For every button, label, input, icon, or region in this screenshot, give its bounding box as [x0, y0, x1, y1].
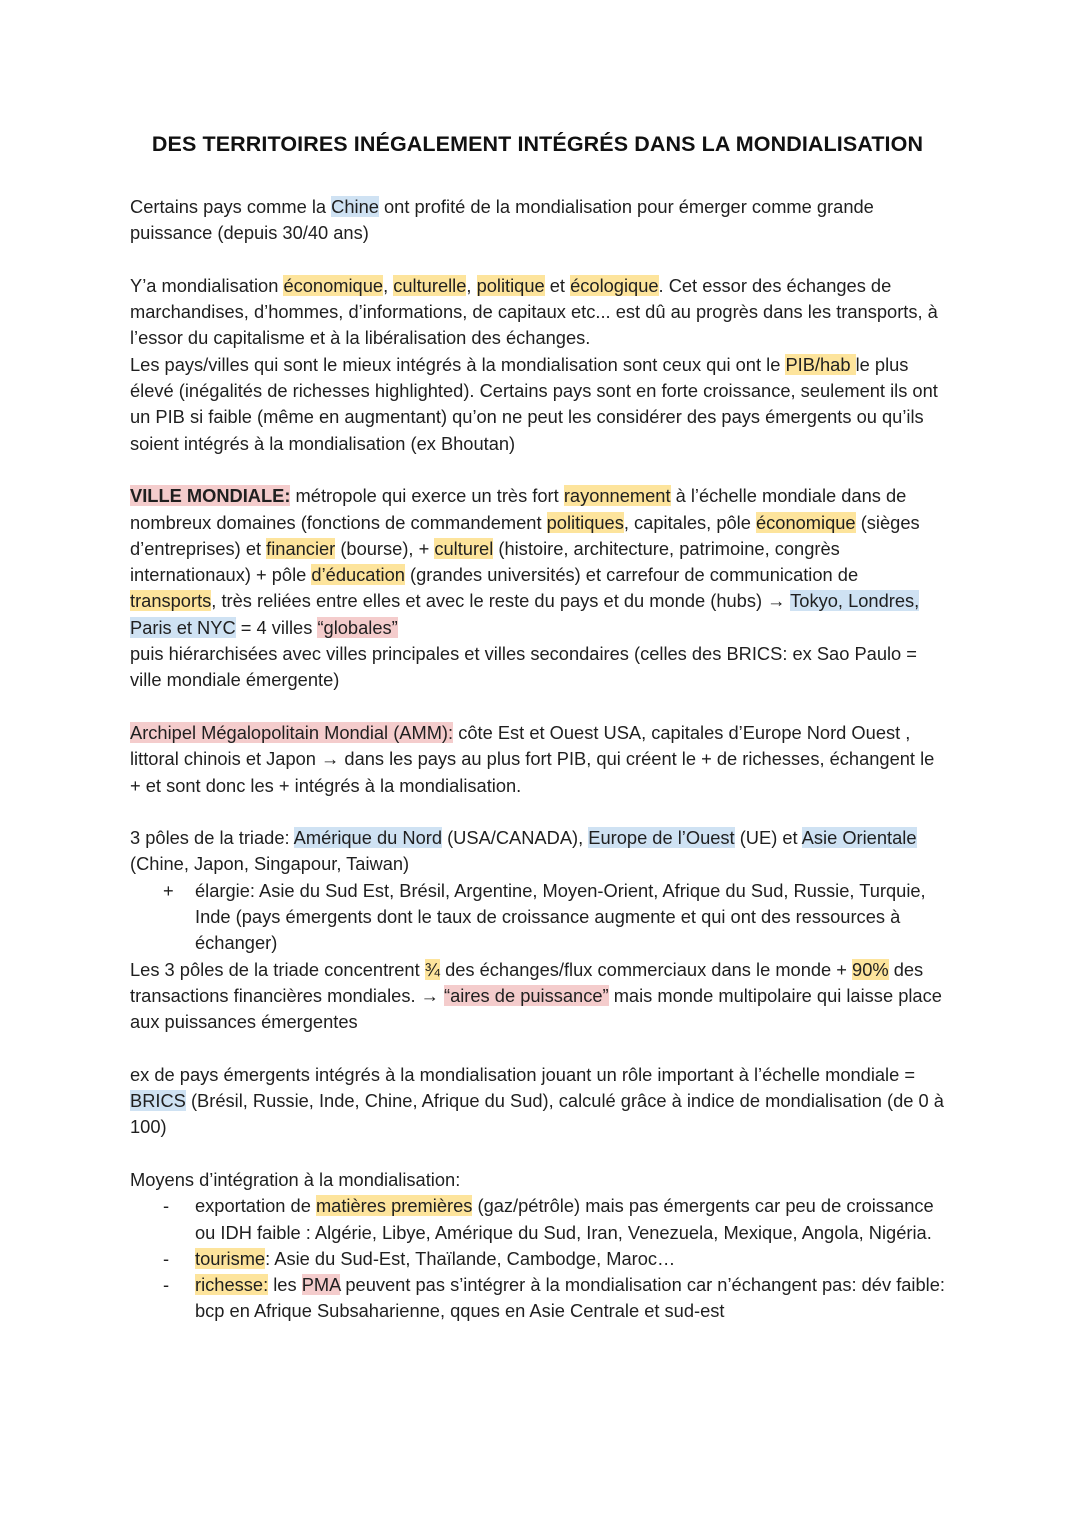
highlight-europe-ouest: Europe de l’Ouest	[588, 827, 735, 849]
text: ont profité de la mondialisation pour émerger comme grande puissance (depuis 30/40 ans)	[130, 196, 874, 244]
text: des transactions financières mondiales. →	[130, 958, 924, 1006]
text: (grandes universités) et carrefour de communication de	[404, 564, 859, 586]
paragraph-concentration	[130, 957, 945, 1036]
text: le plus élevé (inégalités de richesses highlighted). Certains pays sont en forte croissance, seulement ils ont un PIB si faible (même en augmentant) qu’on ne peut les considérer des pays émergents ou qu’ils soient intégrés à la mondialisation (ex Bhoutan)	[130, 353, 938, 454]
highlight-globales: “globales”	[317, 616, 398, 638]
text: élargie: Asie du Sud Est, Brésil, Argentine, Moyen-Orient, Afrique du Sud, Russie, Turquie, Inde (pays émergents dont le taux de croissance augmente et qui ont des ressources à échanger)	[195, 879, 926, 954]
text: à l’échelle mondiale dans de nombreux domaines (fonctions de commandement	[130, 485, 907, 533]
highlight-education: d’éducation	[311, 564, 405, 586]
highlight-pib-hab: PIB/hab	[785, 353, 856, 375]
text: , capitales, pôle	[623, 511, 756, 533]
highlight-aires-puissance: “aires de puissance”	[443, 984, 609, 1006]
text: . Cet essor des échanges de marchandises, d’hommes, d’informations, de capitaux etc... est dû au progrès dans les transports, à l’essor du capitalisme et à la libéralisation des échanges.	[130, 274, 938, 349]
highlight-matieres-premieres: matières premières	[315, 1195, 473, 1217]
highlight-asie-orientale: Asie Orientale	[801, 827, 917, 849]
dash-bullet: -	[163, 1274, 170, 1296]
text: ex de pays émergents intégrés à la mondialisation jouant un rôle important à l’échelle mondiale =	[130, 1063, 916, 1085]
highlight-global-cities: Tokyo, Londres, Paris et NYC	[130, 590, 920, 638]
paragraph-pib	[130, 352, 945, 457]
text: peuvent pas s’intégrer à la mondialisation car n’échangent pas: dév faible: bcp en Afrique Subsaharienne, qques en Asie Centrale et sud-est	[195, 1274, 945, 1322]
paragraph-amm	[130, 720, 945, 799]
text: les	[268, 1274, 302, 1296]
text: exportation de	[195, 1195, 316, 1217]
highlight-politiques: politiques	[546, 511, 624, 533]
highlight-transports: transports	[130, 590, 212, 612]
text: (gaz/pétrôle) mais pas émergents car peu de croissance ou IDH faible : Algérie, Libye, Amérique du Sud, Iran, Venezuela, Mexique, Angola, Nigéria.	[195, 1195, 934, 1243]
dash-bullet: -	[163, 1195, 170, 1217]
highlight-ecologique: écologique	[570, 274, 659, 296]
text: ,	[466, 274, 477, 296]
text: Certains pays comme la	[130, 196, 332, 217]
list-item	[130, 878, 945, 957]
text: (bourse), +	[335, 537, 435, 559]
text: (Chine, Japon, Singapour, Taiwan)	[130, 853, 410, 875]
highlight-three-quarters: ¾	[424, 958, 440, 980]
highlight-ville-mondiale: VILLE MONDIALE:	[130, 485, 291, 507]
highlight-amm: Archipel Mégalopolitain Mondial (AMM):	[130, 721, 454, 743]
text: Y’a mondialisation	[130, 274, 284, 296]
text: ,	[383, 274, 394, 296]
highlight-culturelle: culturelle	[393, 274, 467, 296]
list-item	[130, 1193, 945, 1246]
highlight-90-percent: 90%	[852, 958, 889, 980]
highlight-financier: financier	[266, 537, 336, 559]
paragraph-brics	[130, 1062, 945, 1141]
paragraph-moyens: Moyens d’intégration à la mondialisation:	[130, 1168, 461, 1190]
document-page	[130, 128, 945, 1325]
text: (USA/CANADA),	[442, 827, 589, 849]
text: : Asie du Sud-Est, Thaïlande, Cambodge, Maroc…	[265, 1247, 676, 1269]
dash-bullet: -	[163, 1247, 170, 1269]
means-list	[130, 1193, 945, 1324]
text: (histoire, architecture, patrimoine, congrès internationaux) + pôle	[130, 537, 840, 586]
highlight-economique-2: économique	[756, 511, 856, 533]
text: = 4 villes	[235, 616, 318, 638]
text: Les 3 pôles de la triade concentrent	[130, 958, 425, 980]
text: des échanges/flux commerciaux dans le monde +	[439, 958, 853, 980]
text: et	[544, 274, 571, 296]
text: 3 pôles de la triade:	[130, 827, 294, 849]
text: côte Est et Ouest USA, capitales d’Europe Nord Ouest , littoral chinois et Japon → dans les pays au plus fort PIB, qui créent le + de richesses, échangent le + et sont donc les + intégrés à la mondialisation.	[130, 721, 935, 796]
text: métropole qui exerce un très fort	[290, 485, 564, 507]
paragraph-types	[130, 273, 945, 352]
list-item	[130, 1272, 945, 1325]
highlight-brics: BRICS	[130, 1090, 186, 1112]
highlight-rayonnement: rayonnement	[563, 485, 671, 507]
highlight-tourisme: tourisme	[195, 1247, 266, 1269]
paragraph-ville-mondiale	[130, 483, 945, 641]
plus-bullet: +	[163, 879, 174, 901]
paragraph-triade	[130, 825, 945, 878]
highlight-amerique-nord: Amérique du Nord	[293, 827, 442, 849]
highlight-culturel: culturel	[434, 537, 494, 559]
paragraph-china	[130, 194, 945, 247]
paragraph-hierarchy: puis hiérarchisées avec villes principales et villes secondaires (celles des BRICS: ex Sao Paulo = ville mondiale émergente)	[130, 643, 917, 691]
text: , très reliées entre elles et avec le reste du pays et du monde (hubs) →	[211, 590, 791, 612]
highlight-chine: Chine	[331, 196, 379, 217]
triade-extension-list	[130, 878, 945, 957]
highlight-politique: politique	[476, 274, 545, 296]
text: (sièges d’entreprises) et	[130, 511, 920, 559]
text: (UE) et	[734, 827, 802, 849]
text: mais monde multipolaire qui laisse place aux puissances émergentes	[130, 984, 942, 1033]
text: (Brésil, Russie, Inde, Chine, Afrique du Sud), calculé grâce à indice de mondialisation (de 0 à 100)	[130, 1090, 944, 1138]
text: Les pays/villes qui sont le mieux intégrés à la mondialisation sont ceux qui ont le	[130, 353, 786, 375]
highlight-richesse: richesse:	[195, 1274, 269, 1296]
highlight-pma: PMA	[301, 1274, 341, 1296]
list-item	[130, 1246, 945, 1272]
highlight-economique: économique	[283, 274, 384, 296]
document-title: DES TERRITOIRES INÉGALEMENT INTÉGRÉS DANS LA MONDIALISATION	[151, 132, 924, 156]
